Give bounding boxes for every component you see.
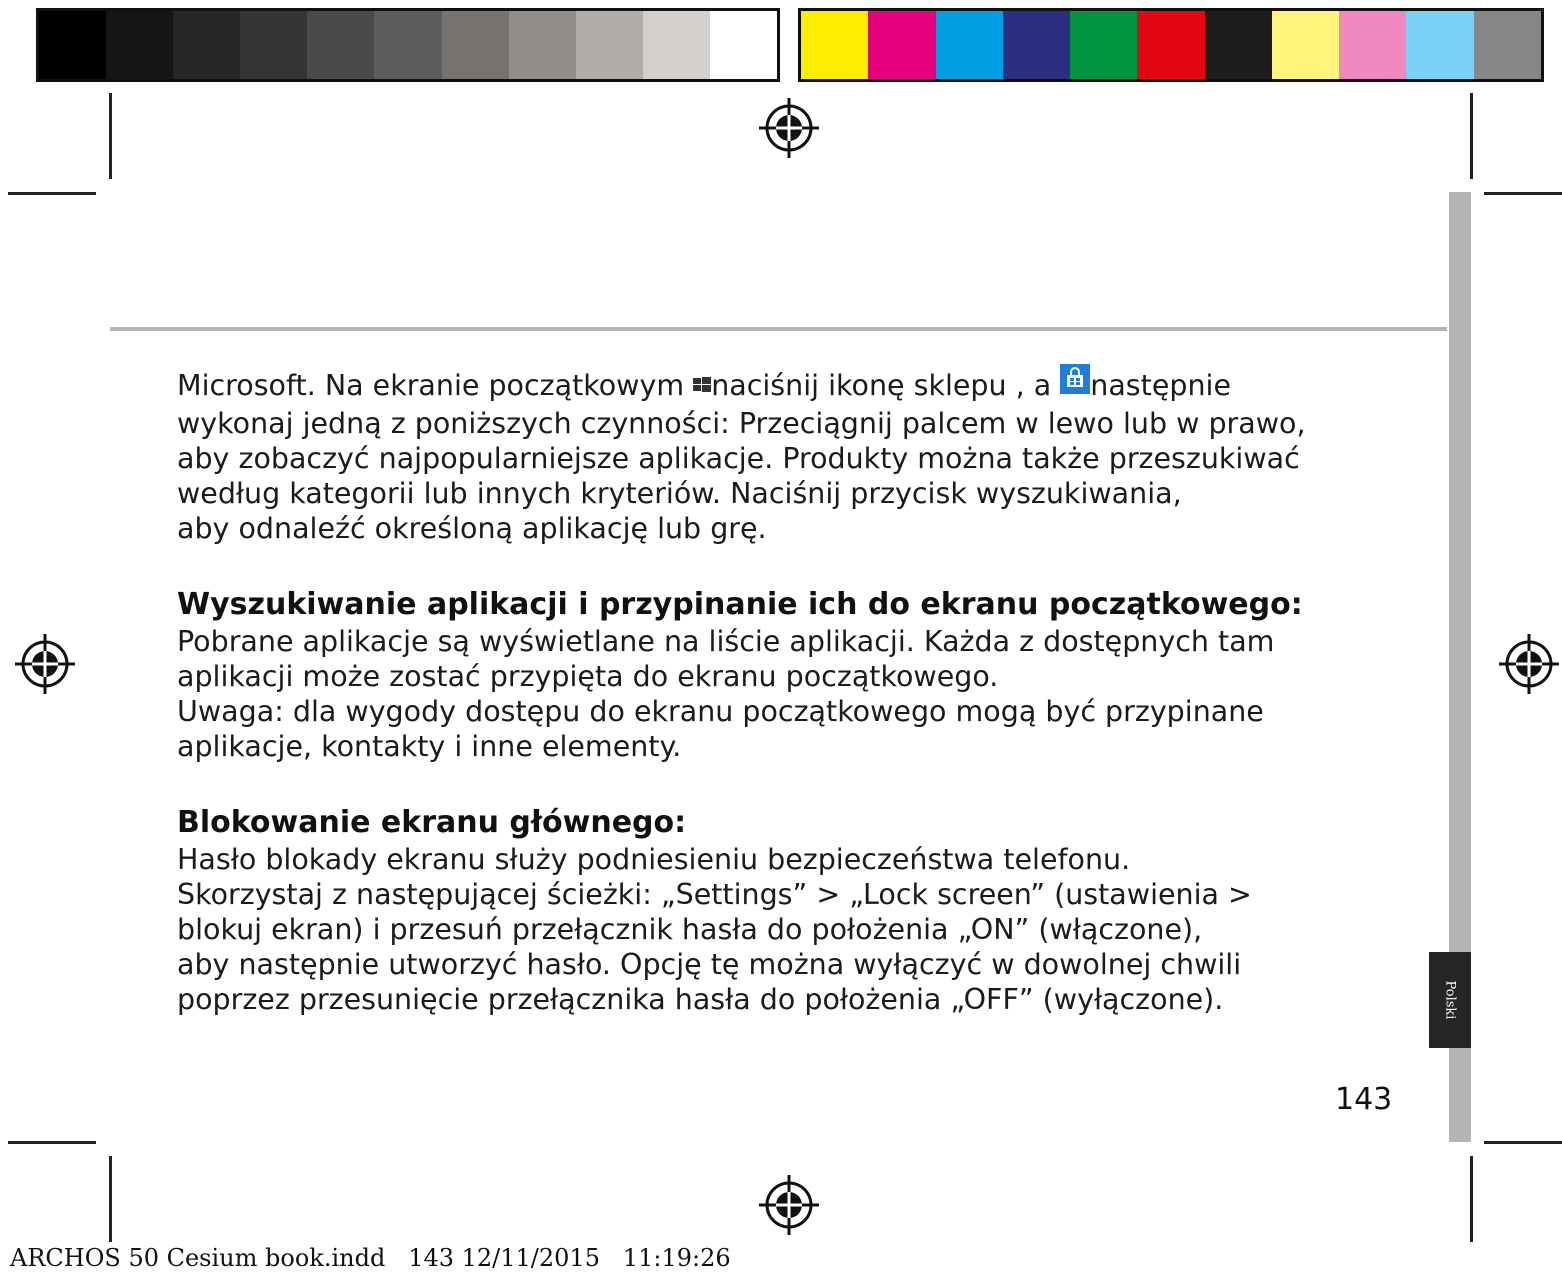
section-heading: Wyszukiwanie aplikacji i przypinanie ich do ekranu początkowego: xyxy=(177,587,1303,622)
page-number: 143 xyxy=(1335,1082,1393,1117)
color-swatch xyxy=(1070,11,1137,79)
grayscale-swatch xyxy=(374,11,441,79)
crop-mark-top-left-vertical xyxy=(109,93,112,179)
registration-mark-icon xyxy=(1497,632,1561,696)
color-swatch xyxy=(1205,11,1272,79)
crop-mark-bottom-right-horizontal xyxy=(1484,1141,1562,1144)
grayscale-swatch xyxy=(173,11,240,79)
registration-mark-icon xyxy=(757,1173,821,1237)
intro-text-1: Microsoft. Na ekranie początkowym xyxy=(177,369,694,402)
store-icon xyxy=(1060,364,1090,402)
section-line: poprzez przesunięcie przełącznika hasła do położenia „OFF” (wyłączone). xyxy=(177,983,1224,1016)
section-line: Uwaga: dla wygody dostępu do ekranu początkowego mogą być przypinane xyxy=(177,695,1264,728)
registration-mark-icon xyxy=(13,632,77,696)
section-line: Pobrane aplikacje są wyświetlane na liście aplikacji. Każda z dostępnych tam xyxy=(177,625,1275,658)
language-tab xyxy=(1429,952,1471,1048)
header-rule xyxy=(110,327,1447,331)
crop-mark-bottom-left-vertical xyxy=(109,1156,112,1242)
section-paragraph xyxy=(177,624,1397,764)
grayscale-swatch xyxy=(509,11,576,79)
crop-mark-top-right-horizontal xyxy=(1484,192,1562,195)
grayscale-calibration-bar xyxy=(36,8,780,82)
section-line: Hasło blokady ekranu służy podniesieniu bezpieczeństwa telefonu. xyxy=(177,843,1131,876)
grayscale-swatch xyxy=(442,11,509,79)
intro-line: aby zobaczyć najpopularniejsze aplikacje. Produkty można także przeszukiwać xyxy=(177,442,1300,475)
section-heading: Blokowanie ekranu głównego: xyxy=(177,805,687,840)
grayscale-swatch xyxy=(240,11,307,79)
section-line: blokuj ekran) i przesuń przełącznik hasła do położenia „ON” (włączone), xyxy=(177,913,1203,946)
intro-line: aby odnaleźć określoną aplikację lub grę. xyxy=(177,512,767,545)
section-line: aplikacje, kontakty i inne elementy. xyxy=(177,730,682,763)
color-swatch xyxy=(1339,11,1406,79)
registration-mark-icon xyxy=(757,96,821,160)
section-line: aplikacji może zostać przypięta do ekranu początkowego. xyxy=(177,660,999,693)
intro-paragraph xyxy=(177,368,1397,546)
color-swatch xyxy=(1003,11,1070,79)
grayscale-swatch xyxy=(39,11,106,79)
grayscale-swatch xyxy=(643,11,710,79)
intro-text-2: naciśnij ikonę sklepu , a xyxy=(711,369,1061,402)
color-swatch xyxy=(936,11,1003,79)
page-body xyxy=(177,368,1397,1017)
grayscale-swatch xyxy=(106,11,173,79)
grayscale-swatch xyxy=(307,11,374,79)
crop-mark-bottom-right-vertical xyxy=(1470,1156,1473,1242)
section-line: aby następnie utworzyć hasło. Opcję tę można wyłączyć w dowolnej chwili xyxy=(177,948,1242,981)
color-swatch xyxy=(1137,11,1204,79)
section-line: Skorzystaj z następującej ścieżki: „Settings” > „Lock screen” (ustawienia > xyxy=(177,878,1252,911)
color-swatch xyxy=(868,11,935,79)
color-swatch xyxy=(1474,11,1541,79)
crop-mark-top-left-horizontal xyxy=(8,192,96,195)
color-swatch xyxy=(1406,11,1473,79)
grayscale-swatch xyxy=(710,11,777,79)
intro-line: według kategorii lub innych kryteriów. Naciśnij przycisk wyszukiwania, xyxy=(177,477,1182,510)
intro-line: wykonaj jedną z poniższych czynności: Przeciągnij palcem w lewo lub w prawo, xyxy=(177,407,1306,440)
grayscale-swatch xyxy=(576,11,643,79)
color-swatch xyxy=(1272,11,1339,79)
section-paragraph xyxy=(177,842,1397,1017)
crop-mark-top-right-vertical xyxy=(1470,93,1473,179)
crop-mark-bottom-left-horizontal xyxy=(8,1141,96,1144)
windows-logo-icon xyxy=(693,366,711,401)
print-slug: ARCHOS 50 Cesium book.indd 143 12/11/2015 11:19:26 xyxy=(10,1244,731,1272)
color-calibration-bar xyxy=(798,8,1544,82)
language-tab-label: Polski xyxy=(1442,980,1458,1020)
color-swatch xyxy=(801,11,868,79)
intro-text-3: następnie xyxy=(1090,369,1231,402)
